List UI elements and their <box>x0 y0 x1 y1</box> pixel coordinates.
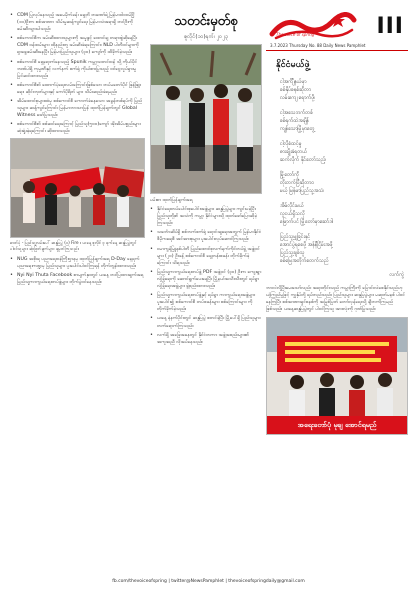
poem-stanza: အိမ်လိုင်းမယ် လူငယ်ရှိသလို မြောက်ပင် မြို့တော်မှာဆော်ဒါ၊ <box>280 203 334 225</box>
news-bullets <box>10 12 145 136</box>
slogan-banner: အရေးတော်ပုံ မုချ အောင်ရမည် <box>267 416 407 434</box>
news-paragraph: ပမ်းစာ ထုတ်ပြန်ချက်အရ <box>150 198 193 203</box>
body-paragraph: ဘာလဲလို့ပြီးမေးသော်လည်း အရာတိုင်းသည် ကမ္ဘာကြီးကို ပြောင်းလဲစေနိုင်သည်ဟု ယုံကြည်မှုဖြင့် ကျွန်ုပ်တို့ ရပ်တည်သည်။ ပြည်သူများ ဆန္ဒပြပွဲများ မဆုတ်မနစ် ပါဝင်နေကြပြီး စစ်အာဏာရှင်စနစ်ကို အမြစ်ပြတ် တော်လှန်ရေးသို့ ချီတက်ကြမည် ဖြစ်သည်။ ယနေ့ဆန္ဒပြပွဲတွင် ပါဝင်ကြသူ အားလုံးကို ဂုဏ်ပြုသည်။ <box>266 286 405 313</box>
left-column <box>10 12 145 288</box>
spring-logo-icon <box>268 12 358 42</box>
masthead <box>266 12 408 51</box>
news-bullet: • နိုင်ငံရေးတပ်ပေါင်းစုပေါင်းအဖွဲ့များ ဆန္ဒပြပွဲများ ကျင်းပခဲ့ပြီး ပြည်သူတို့၏ အသံကို ကမ္ဘာ့ နိုင်ငံများသို့ ထုတ်ဖော်ပြောဆိုခဲ့ကြသည်။ <box>150 206 262 227</box>
protest-photo-image <box>11 139 145 237</box>
section-headline: သတင်းမှတ်စု <box>174 14 238 29</box>
news-bullet: • NUG အစိုးရ ပညာရေးဝန်ကြီးဌာနမှ ထုတ်ပြန်ချက်အရ D-Day နေ့ရက် ပညာရေးကဏ္ဍမှ ပြည်သူများ ပူးပေါင်းပါဝင်ကြရန် တိုက်တွန်းထားသည်။ <box>10 256 145 270</box>
poem-stanza: ငါ့အသေဘက်တစ် စစ်ရက်ထဲအချိန် ကျန်သောမြို့မှာတွေ့ <box>280 110 315 132</box>
poem-stanza: မြို့တော်ကို တိုးတက်ပြီဆိုတာဝ မယ့် မြန်မာပြည်သူ့အသံ၊ <box>280 172 325 194</box>
section-date: ဇူလိုင်(၁၀)ရက်၊ ၂၀၂၃ <box>184 34 228 40</box>
protest-photo-main-image <box>151 45 262 193</box>
footer-contacts: fb.com/thevoiceofspring | twitter@NewsPamphlet | thevoiceofspringdaily@gmail.com <box>112 579 305 584</box>
date-line: 3.7.2023 Thursday No. 88 Daily News Pamphlet <box>270 43 366 48</box>
news-bullet: • ဗမာကွန်မြူနစ်ပါတီ ပြည်ထောင်စုလက်နက်ကိုင်တပ်ဖွဲ့ အဖွဲ့ဝင်များ (၂၀) ဦးခန့် စစ်ကောင်စီ ရှေ့တန်းစခန်း တိုက်ခိုက်ခဲ့ကြောင်း သိရသည်။ <box>150 246 262 267</box>
poem-title: နိုင်ငံမယ်ဖွဲ့ <box>276 60 310 70</box>
right-column <box>266 12 408 435</box>
protest-photo-left <box>10 138 145 238</box>
publication-logo <box>268 12 358 42</box>
poem-stanza: ပြည်သူ့မျှခြင်းနှင့် အောင်ပွဲရစေဖို့ အန်နီငြိမ်းအဖို့ ပြည်သူ့ချစ်သူ စစ်မြေအတိုက်စတက်သည် <box>280 234 333 264</box>
poem <box>266 78 408 265</box>
news-bullet: • စစ်ကောင်စီ၏ ထောက်ပံ့ရေးလမ်းကြောင်းဖြစ်သော တပ်မတော်ပိုင် ဖြန့်ဖြူးရေး၊ ဆိုင်းဘုတ်များနှင့် ကော်ပိုရိတ် များ သိမ်းဆည်းခံရမည်။ <box>10 82 145 96</box>
news-bullet: • စစ်ကောင်စီ ရှေ့ရောက်နေသည့် Spunik ကမ္ဘာ့သတင်းဝန် သို့ ကိုယ်ပိုင်ဘဏ်ပါရှိ ကုမ္ပဏီနှင့် လက်နက် စက်ရုံ ကိုယ်စားပြုသည့် ဝင်ငွေလှုပ်ရှားမှု ပြင်ဆင်ထားသည်။ <box>10 59 145 80</box>
news-bullet: • လက်ရှိ အခြေအနေတွင် နိုင်ငံတကာ အဖွဲ့အစည်းများ၏ အကူအညီ လိုအပ်နေသည်။ <box>150 332 262 346</box>
poet-name: လက်ကွဲ <box>389 272 404 278</box>
protest-photo-main <box>150 44 262 194</box>
news-bullet: • စစ်ကောင်စီ၏ စစ်ဆင်ရေးကြောင့် ပြည်သူ(၅၀၀)ကျော် အိုးအိမ်ပစ္စည်းများ ဆုံးရှုံးခဲ့ရကြောင်း ဆိုထားသည်။ <box>10 121 145 135</box>
news-bullet: • သင်္ဘောဆိပ်ရှိ စစ်ဘက်စက်ရုံ ရောင်းချရေးအတွက် မြန်မာနိုင်ငံ ဒီမိုကရေစီ အင်အားစုများ ပူးပေါင်းလုပ်ဆောင်ကြသည်။ <box>150 229 262 243</box>
middle-column <box>150 12 262 348</box>
news-bullet: • အိမ်ထောင်စုများထံမှ စစ်ကောင်စီ ကောက်ခံနေသော အခွန်တစ်ရပ်ကို ပြည်သူများ ဆန့်ကျင်ကြောင်း မြန်မာဘာသာပြန် ထုတ်ပြန်ချက်တွင် Global Witness ဖော်ပြသည်။ <box>10 98 145 119</box>
news-bullet: • Nyi Nyi Thuta Facebook စာမျက်နှာတွင် ယနေ့ တင်ပြထားချက်အရ ပြည်သူ့ကာကွယ်ရေးတပ်ဖွဲ့များ တိုက်ပွဲဝင်နေသည်။ <box>10 272 145 286</box>
news-bullet: • ပြည်သူ့ကာကွယ်ရေးတပ်ဖွဲ့ PDF အဖွဲ့ဝင် (၃၀) ဦးက ကျေးရွာလုံခြုံရေးကို ဆောင်ရွက်ပေးနေပြီး မြို့နယ်အသီးသီးတွင် ရပ်ရွာလုံခြုံရေးအဖွဲ့များ ဖွဲ့စည်းထားသည်။ <box>150 269 262 290</box>
news-bullet: • ယနေ့ နံနက်ပိုင်းတွင် ဆန္ဒပြပွဲ စတင်ခဲ့ပြီး မြို့ပေါ်ရှိ ပြည်သူများ တက်ရောက်ကြသည်။ <box>150 315 262 329</box>
poem-stanza: ငါ့လိုစံထင့်မှု ဓားချိုးခံရတယ် ဆက်လိုက် နိုင်တော်သည့်၊ <box>280 141 327 163</box>
protest-photo-right <box>266 317 408 435</box>
news-bullet: • CDM ပြုလုပ်နေသည့် အမေမိုက်ခန်း ရှေ့တိ တဏော်ရဲ့ မြန်မာဝါဝဝမ်ငြှိ (၁၀)ဦးက စစ်အာဏာ သိမ်းမှုဆန့်ကျင်ရေး မြန်မာသံအရာရှိ တင်ဦးကို ဖမ်းဆီးသွားပါသည်။ <box>10 12 145 33</box>
issue-number: III <box>376 14 404 39</box>
poem-stanza: ငါ့အင်္ကျီနယ်မှာ စစ်နှိပ်စနစ်ဆိုတာ လမ်းကျေ ရောက်ဖို့၊ <box>280 79 315 101</box>
logo-tagline: The voice of spring <box>276 32 315 37</box>
news-bullet: • ပြည်သူ့ကာကွယ်ရေးတပ်ဖွဲ့နှင့် ရပ်ရွာ ကာကွယ်ရေးအဖွဲ့များ ပူးပေါင်း၍ စစ်ကောင်စီ တပ်စခန်းများ စစ်ကြောင်းများ ကို တိုက်ခိုက်ခဲ့သည်။ <box>150 292 262 313</box>
news-bullet: • စစ်ကောင်စီက ဖမ်းဆီးထားသူများကို အမှုဖွင့် ထောင်ချ တရားစွဲဆိုနေပြီး CDM ဝန်ထမ်းများ ထိုနည်းတူ ဖမ်းဆီးခံရကြောင်း၊ NLD ပါတီဝင်များကို ရှာဖွေဖမ်းဆီးနေပြီး မြန်မာပြည်သူများ (၃၀) ကျော်ကို ထိခိုက်ခဲ့သည်။ <box>10 35 145 56</box>
photo-caption: ဓာတ်ပုံ - ပြည်သူ့လမ်းပေါ် ဆန္ဒပြပွဲ (၁) Fire ။ ယနေ့ ဇူလိုင် ၃ ရက်နေ့ ဆန္ဒပြပွဲတွင် ပါဝင်သူများ ဆုံးဖြတ်ချက်များ ချမှတ်ကြသည်။ <box>10 239 137 251</box>
